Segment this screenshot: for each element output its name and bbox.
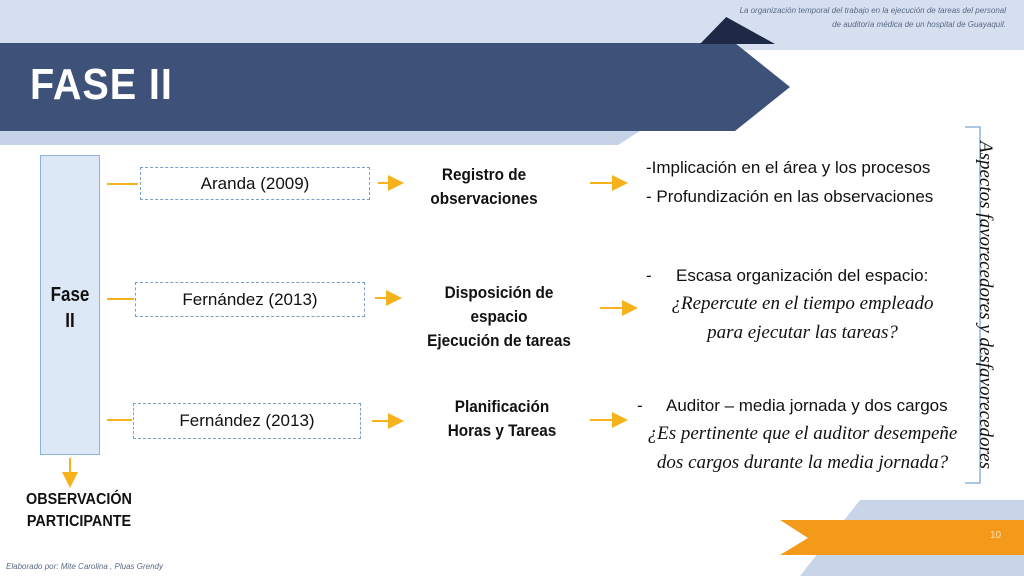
result-2-line-1: Escasa organización del espacio: — [676, 266, 929, 285]
result-2-question-line-2: para ejecutar las tareas? — [707, 322, 898, 343]
result-3-bullet: - — [637, 396, 643, 415]
reference-line-2: de auditoría médica de un hospital de Guayaquil. — [832, 20, 1006, 29]
phase-label-line-2: II — [65, 310, 75, 332]
topic-3-line-1: Planificación — [454, 397, 550, 416]
result-3-question-line-1: ¿Es pertinente que el auditor desempeñe — [647, 423, 958, 444]
footer-credit: Elaborado por: Mite Carolina , Pluas Grendy — [6, 562, 163, 571]
reference-line-1: La organización temporal del trabajo en la ejecución de tareas del personal — [739, 6, 1006, 15]
topic-1 — [408, 163, 559, 211]
page-number: 10 — [990, 530, 1002, 541]
result-3-question — [630, 419, 975, 477]
phase-label-line-1: Fase — [50, 284, 90, 306]
topic-2-line-1: Disposición de espacio — [444, 283, 554, 326]
result-2-bullet: - — [646, 266, 652, 285]
topic-2-line-2: Ejecución de tareas — [427, 331, 571, 350]
topic-3-line-2: Horas y Tareas — [447, 421, 557, 440]
result-2-question-line-1: ¿Repercute en el tiempo empleado — [671, 293, 934, 314]
author-box-1: Aranda (2009) — [140, 167, 370, 200]
author-box-2: Fernández (2013) — [135, 282, 365, 317]
topic-2 — [414, 281, 583, 353]
side-label — [955, 132, 1015, 477]
author-box-3: Fernández (2013) — [133, 403, 361, 439]
topic-1-line-1: Registro de — [441, 165, 527, 184]
side-label-text: Aspectos favorecedores y desfavorecedores — [975, 140, 996, 469]
result-1-line-1: -Implicación en el área y los procesos — [646, 158, 931, 177]
slide-title: FASE II — [30, 60, 173, 109]
result-3-line-1: Auditor – media jornada y dos cargos — [666, 396, 948, 415]
result-1-line-2: - Profundización en las observaciones — [646, 187, 934, 206]
topic-1-line-2: observaciones — [430, 189, 538, 208]
result-2-question — [640, 289, 965, 347]
bottom-orange-band — [780, 520, 1024, 555]
topic-3 — [426, 395, 577, 443]
result-3-question-line-2: dos cargos durante la media jornada? — [656, 452, 949, 473]
method-label: OBSERVACIÓN PARTICIPANTE — [26, 491, 132, 530]
